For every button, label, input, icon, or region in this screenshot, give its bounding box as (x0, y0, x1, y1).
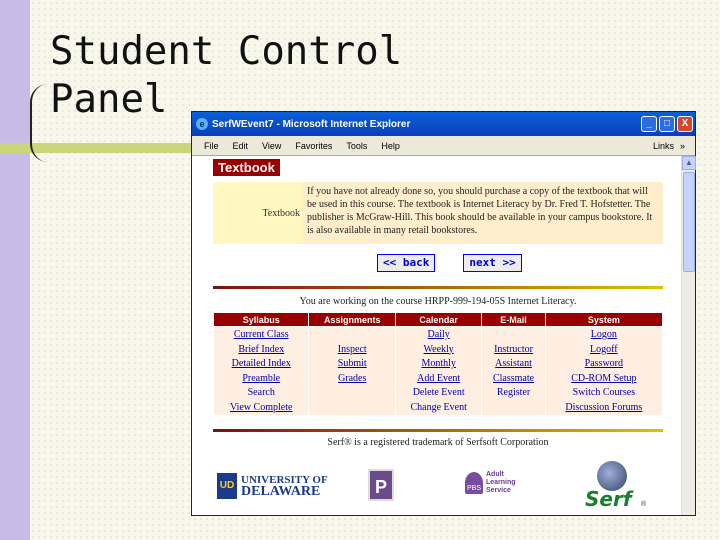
link-detailed-index[interactable]: Detailed Index (231, 358, 291, 369)
link-inspect[interactable]: Inspect (337, 343, 367, 355)
link-discussion-forums[interactable]: Discussion Forums (565, 401, 643, 413)
column-syllabus (214, 327, 309, 416)
link-cd-rom-setup[interactable]: CD-ROM Setup (571, 372, 637, 384)
ud-logo-line2: DELAWARE (241, 484, 321, 499)
menu-favorites[interactable]: Favorites (295, 140, 333, 151)
link-monthly[interactable]: Monthly (421, 358, 456, 369)
pbs-adult-learning-logo[interactable] (465, 471, 516, 495)
divider-top (213, 286, 663, 289)
column-header-email: E-Mail (482, 313, 545, 327)
divider-bottom (213, 429, 663, 432)
column-header-assignments: Assignments (309, 313, 396, 327)
link-logoff[interactable]: Logoff (590, 343, 618, 355)
browser-window (191, 111, 696, 516)
scroll-thumb[interactable] (683, 172, 695, 272)
textbook-description: If you have not already done so, you should purchase a copy of the textbook that will be used in this course. The textbook is Internet Literacy by Dr. Fred T. Hofstetter. The publisher is McGraw-Hill. This book should be available in your campus bookstore. It is also available in many retail bookstores. (303, 182, 663, 244)
slide-title: Student Control Panel (50, 29, 403, 122)
back-button[interactable]: << back (377, 254, 435, 272)
menu-file[interactable]: File (204, 140, 219, 151)
pbs-line1: Adult (486, 471, 504, 478)
serf-logo[interactable] (585, 461, 645, 513)
column-calendar (396, 327, 482, 416)
control-panel-table (213, 312, 663, 416)
link-brief-index[interactable]: Brief Index (238, 343, 285, 355)
link-switch-courses[interactable]: Switch Courses (572, 387, 636, 398)
menu-edit[interactable]: Edit (232, 140, 249, 151)
link-instructor[interactable]: Instructor (494, 343, 533, 355)
link-grades[interactable]: Grades (338, 372, 367, 384)
menu-help[interactable]: Help (381, 140, 400, 151)
link-logon[interactable]: Logon (590, 329, 617, 340)
slide-bracket-decoration (30, 84, 50, 162)
scroll-up-icon[interactable]: ▲ (682, 156, 696, 170)
university-of-delaware-logo[interactable] (217, 473, 328, 499)
link-submit[interactable]: Submit (337, 358, 367, 369)
link-assistant[interactable]: Assistant (495, 358, 532, 369)
menu-view[interactable]: View (262, 140, 282, 151)
link-password[interactable]: Password (584, 358, 624, 369)
link-weekly[interactable]: Weekly (423, 343, 454, 355)
window-title: SerfWEvent7 - Microsoft Internet Explorer (212, 118, 411, 130)
ud-seal-icon: UD (217, 473, 237, 499)
next-button[interactable]: next >> (463, 254, 521, 272)
menu-bar (192, 136, 695, 156)
link-search[interactable]: Search (247, 387, 275, 398)
vertical-scrollbar[interactable] (681, 156, 695, 515)
menu-tools[interactable]: Tools (346, 140, 368, 151)
link-change-event[interactable]: Change Event (410, 401, 467, 413)
pbs-icon: PBS (465, 472, 483, 494)
textbook-label: Textbook (213, 182, 303, 244)
column-header-syllabus: Syllabus (214, 313, 309, 327)
section-title: Textbook (213, 159, 280, 176)
link-daily[interactable]: Daily (427, 329, 450, 340)
maximize-button[interactable]: □ (659, 116, 675, 132)
serf-registered-mark: ® (641, 501, 647, 508)
course-status: You are working on the course HRPP-999-194-05S Internet Literacy. (299, 296, 577, 307)
column-system (545, 327, 662, 416)
navigation-buttons (377, 254, 522, 272)
link-current-class[interactable]: Current Class (233, 329, 289, 340)
page-content (192, 156, 682, 515)
pbs-line3: Service (486, 487, 511, 494)
column-header-calendar: Calendar (396, 313, 482, 327)
internet-explorer-icon: e (196, 118, 208, 130)
column-header-system: System (545, 313, 662, 327)
slide-left-accent-bar (0, 0, 30, 540)
ud-logo-line1: UNIVERSITY OF (241, 474, 328, 486)
purple-p-logo[interactable]: P (368, 469, 394, 501)
link-add-event[interactable]: Add Event (417, 372, 461, 384)
serf-wordmark: Serf (585, 487, 632, 511)
column-assignments (309, 327, 396, 416)
link-register[interactable]: Register (496, 387, 531, 398)
trademark-notice: Serf® is a registered trademark of Serfsoft Corporation (327, 437, 549, 448)
link-classmate[interactable]: Classmate (492, 372, 535, 384)
link-delete-event[interactable]: Delete Event (412, 387, 465, 398)
textbook-info-row (213, 182, 663, 244)
minimize-button[interactable]: _ (641, 116, 657, 132)
window-titlebar (192, 112, 695, 136)
close-button[interactable]: X (677, 116, 693, 132)
sponsor-logos (213, 459, 663, 515)
links-toolbar[interactable]: Links (652, 140, 674, 151)
column-email (482, 327, 545, 416)
chevron-right-icon[interactable]: » (679, 140, 685, 151)
link-view-complete[interactable]: View Complete (230, 401, 293, 413)
pbs-line2: Learning (486, 479, 516, 486)
link-preamble[interactable]: Preamble (242, 372, 281, 384)
